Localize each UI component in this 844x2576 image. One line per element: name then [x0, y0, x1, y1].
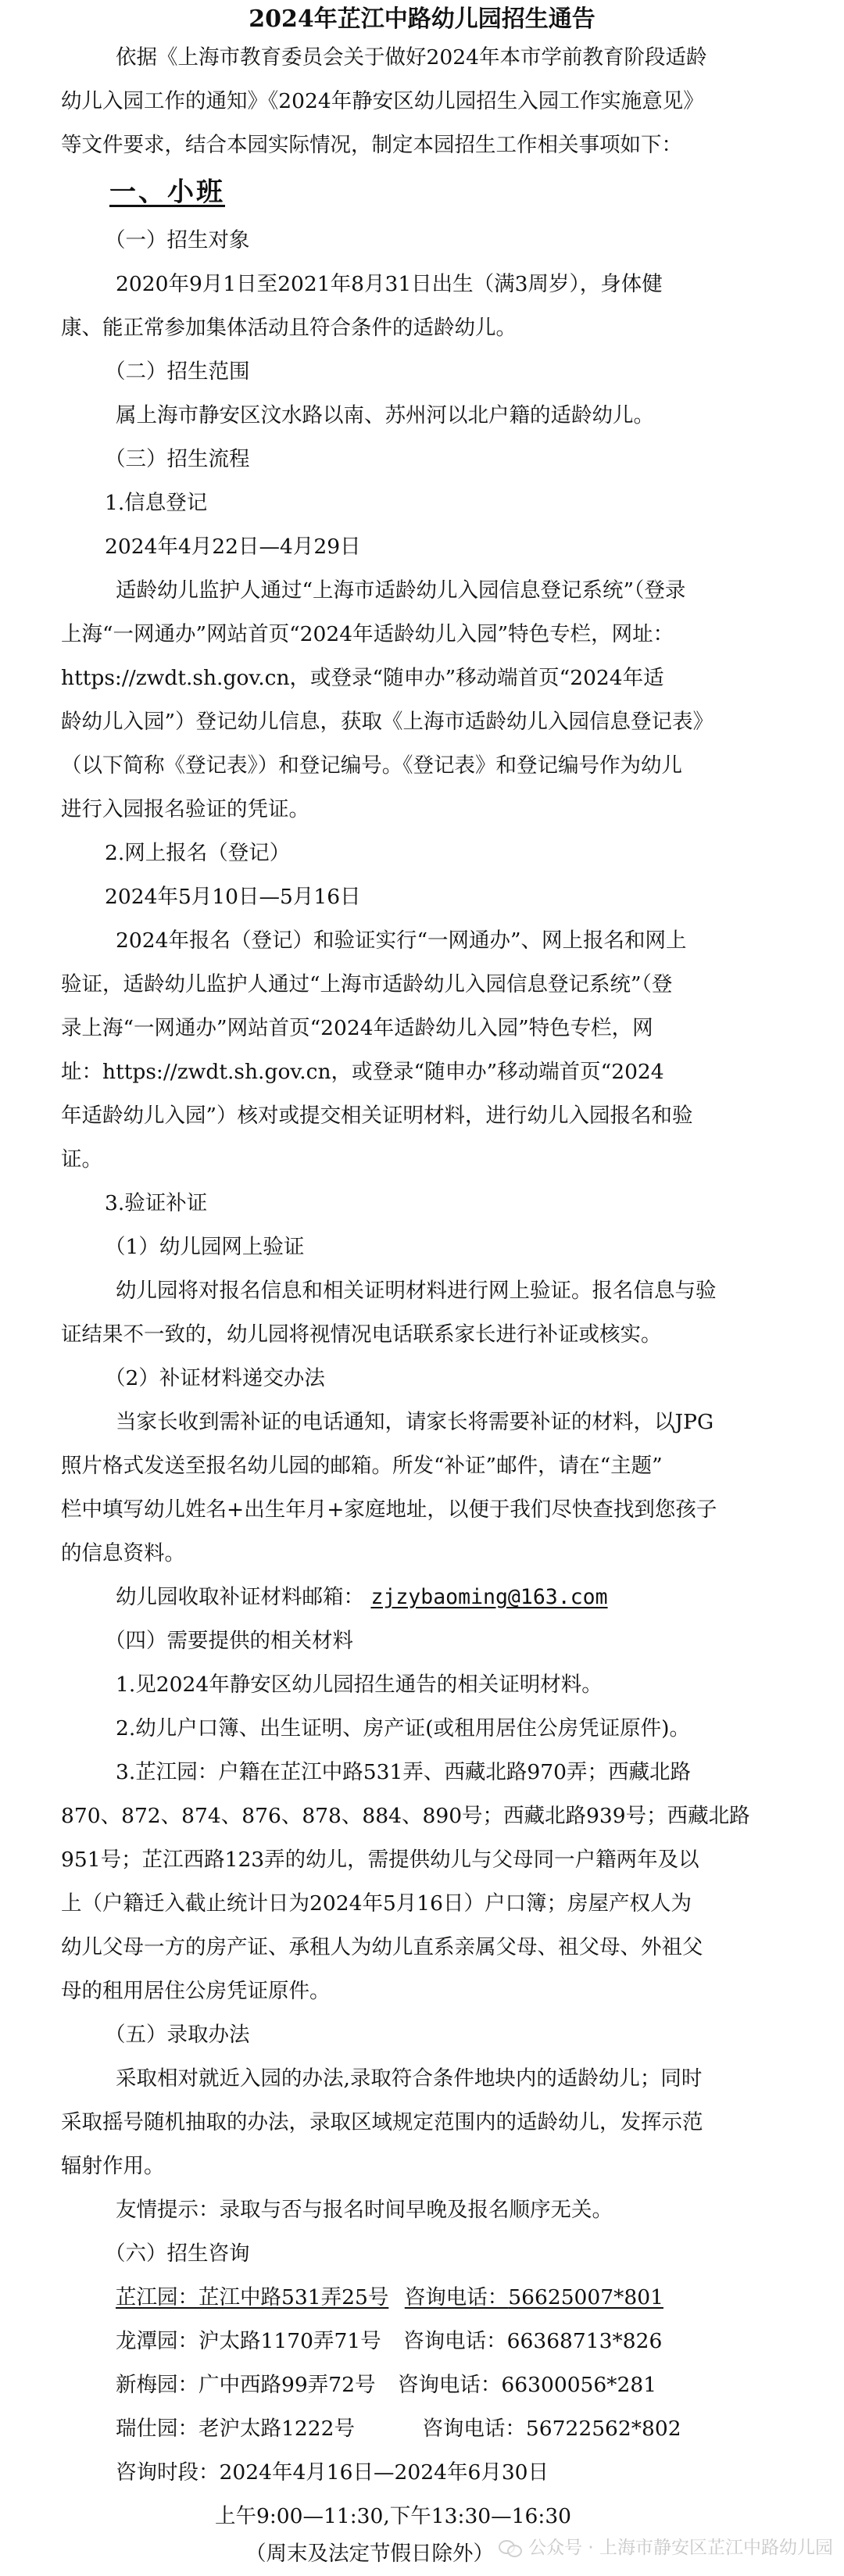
campus-phone: 56722562*802 — [525, 2417, 681, 2441]
section-heading-text: 一、小班 — [109, 177, 225, 208]
substep-title: （1）幼儿园网上验证 — [105, 1235, 305, 1259]
material-line: 幼儿父母一方的房产证、承租人为幼儿直系亲属父母、祖父母、外祖父 — [61, 1935, 703, 1959]
admission-line: 辐射作用。 — [61, 2154, 165, 2178]
step-line: https://zwdt.sh.gov.cn，或登录“随申办”移动端首页“2024年适 — [61, 666, 664, 690]
section-heading — [109, 170, 813, 214]
step-line: 适龄幼儿监护人通过“上海市适龄幼儿入园信息登记系统”（登录 — [116, 578, 686, 603]
campus-phone: 66300056*281 — [501, 2373, 657, 2397]
step-line: 幼儿园将对报名信息和相关证明材料进行网上验证。报名信息与验 — [116, 1279, 717, 1303]
material-line: 2.幼儿户口簿、出生证明、房产证(或租用居住公房凭证原件)。 — [116, 1716, 690, 1741]
email-line — [116, 1576, 835, 1619]
target-line: 2020年9月1日至2021年8月31日出生（满3周岁），身体健 — [116, 272, 663, 296]
email-label: 幼儿园收取补证材料邮箱： — [116, 1585, 364, 1609]
wechat-icon — [499, 2538, 522, 2557]
material-line: 3.芷江园：户籍在芷江中路531弄、西藏北路970弄；西藏北路 — [116, 1760, 691, 1784]
step-line: 验证，适龄幼儿监护人通过“上海市适龄幼儿入园信息登记系统”（登 — [61, 972, 673, 996]
scope-line: 属上海市静安区汶水路以南、苏州河以北户籍的适龄幼儿。 — [116, 403, 654, 428]
email-link[interactable]: zjzybaoming@163.com — [370, 1585, 608, 1609]
step-title: 2.网上报名（登记） — [105, 841, 291, 865]
campus-row — [116, 2363, 835, 2407]
intro-line: 幼儿入园工作的通知》《2024年静安区幼儿园招生入园工作实施意见》 — [61, 89, 704, 113]
campus-address: ：广中西路99弄72号 — [177, 2373, 376, 2397]
watermark — [499, 2532, 833, 2563]
intro-line: 等文件要求，结合本园实际情况，制定本园招生工作相关事项如下： — [61, 133, 682, 157]
page-title: 2024年芷江中路幼儿园招生通告 — [249, 5, 595, 33]
phone-label: 咨询电话： — [403, 2329, 507, 2353]
intro-line: 依据《上海市教育委员会关于做好2024年本市学前教育阶段适龄 — [116, 45, 707, 70]
phone-label: 咨询电话： — [397, 2373, 502, 2397]
material-line: 母的租用居住公房凭证原件。 — [61, 1979, 331, 2003]
consult-hours: 上午9:00—11:30,下午13:30—16:30 — [215, 2504, 572, 2528]
watermark-text: 公众号 · 上海市静安区芷江中路幼儿园 — [528, 2538, 833, 2558]
step-date: 2024年5月10日—5月16日 — [105, 885, 361, 909]
campus-address: ：芷江中路531弄25号 — [177, 2285, 389, 2309]
step-line: 年适龄幼儿入园”）核对或提交相关证明材料，进行幼儿入园报名和验 — [61, 1104, 693, 1128]
step-line: 照片格式发送至报名幼儿园的邮箱。所发“补证”邮件，请在“主题” — [61, 1454, 663, 1478]
step-line: （以下简称《登记表》）和登记编号。《登记表》和登记编号作为幼儿 — [61, 753, 682, 778]
subsection-title: （二）招生范围 — [105, 360, 250, 384]
campus-row — [116, 2407, 835, 2451]
step-line: 栏中填写幼儿姓名+出生年月+家庭地址，以便于我们尽快查找到您孩子 — [61, 1497, 717, 1522]
subsection-title: （六）招生咨询 — [105, 2241, 250, 2266]
step-line: 进行入园报名验证的凭证。 — [61, 797, 309, 821]
material-line: 1.见2024年静安区幼儿园招生通告的相关证明材料。 — [116, 1673, 603, 1697]
target-line: 康、能正常参加集体活动且符合条件的适龄幼儿。 — [61, 316, 517, 340]
step-title: 3.验证补证 — [105, 1191, 208, 1215]
admission-line: 采取相对就近入园的办法,录取符合条件地块内的适龄幼儿；同时 — [116, 2066, 703, 2091]
phone-label: 咨询电话： — [404, 2285, 509, 2309]
campus-name: 龙潭园 — [116, 2329, 178, 2353]
subsection-title: （四）需要提供的相关材料 — [105, 1629, 353, 1653]
step-line: 上海“一网通办”网站首页“2024年适龄幼儿入园”特色专栏，网址： — [61, 622, 674, 646]
step-line: 址：https://zwdt.sh.gov.cn，或登录“随申办”移动端首页“2024 — [61, 1060, 664, 1084]
admission-line: 采取摇号随机抽取的办法，录取区域规定范围内的适龄幼儿，发挥示范 — [61, 2110, 703, 2134]
subsection-title: （五）录取办法 — [105, 2023, 250, 2047]
tip-line: 友情提示：录取与否与报名时间早晚及报名顺序无关。 — [116, 2198, 613, 2222]
substep-title: （2）补证材料递交办法 — [105, 1366, 325, 1390]
material-line: 870、872、874、876、878、884、890号；西藏北路939号；西藏北路 — [61, 1804, 750, 1828]
campus-name: 瑞仕园 — [116, 2417, 178, 2441]
subsection-title: （一）招生对象 — [105, 228, 250, 252]
campus-phone: 66368713*826 — [506, 2329, 663, 2353]
campus-address: ：沪太路1170弄71号 — [177, 2329, 381, 2353]
subsection-title: （三）招生流程 — [105, 447, 250, 471]
campus-row — [116, 2276, 835, 2320]
campus-phone: 56625007*801 — [508, 2285, 663, 2309]
step-line: 录上海“一网通办”网站首页“2024年适龄幼儿入园”特色专栏，网 — [61, 1016, 653, 1040]
step-line: 证结果不一致的，幼儿园将视情况电话联系家长进行补证或核实。 — [61, 1322, 662, 1347]
campus-row — [116, 2320, 835, 2363]
consult-note: （周末及法定节假日除外） — [245, 2542, 494, 2566]
material-line: 951号；芷江西路123弄的幼儿，需提供幼儿与父母同一户籍两年及以 — [61, 1848, 699, 1872]
phone-label: 咨询电话： — [422, 2417, 526, 2441]
campus-name: 新梅园 — [116, 2373, 178, 2397]
campus-name: 芷江园 — [116, 2285, 178, 2309]
step-line: 2024年报名（登记）和验证实行“一网通办”、网上报名和网上 — [116, 928, 687, 953]
campus-address: ：老沪太路1222号 — [177, 2417, 355, 2441]
step-title: 1.信息登记 — [105, 491, 208, 515]
step-line: 证。 — [61, 1147, 102, 1172]
step-line: 龄幼儿入园”）登记幼儿信息，获取《上海市适龄幼儿入园信息登记表》 — [61, 710, 714, 734]
material-line: 上（户籍迁入截止统计日为2024年5月16日）户口簿；房屋产权人为 — [61, 1891, 692, 1916]
step-line: 的信息资料。 — [61, 1541, 185, 1565]
consult-period: 咨询时段：2024年4月16日—2024年6月30日 — [116, 2460, 549, 2485]
step-date: 2024年4月22日—4月29日 — [105, 535, 361, 559]
step-line: 当家长收到需补证的电话通知，请家长将需要补证的材料，以JPG — [116, 1410, 714, 1434]
